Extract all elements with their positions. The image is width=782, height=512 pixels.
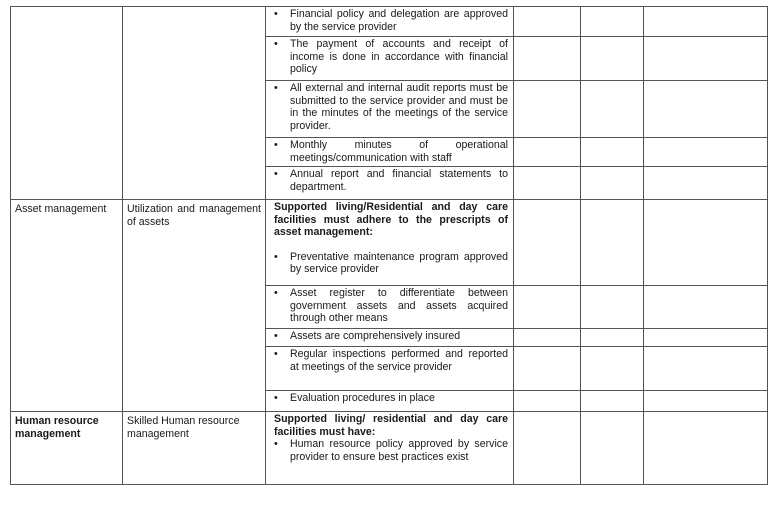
criterion-cell: [266, 81, 514, 138]
comment-cell: [644, 138, 768, 167]
area-label: Asset management: [15, 203, 107, 215]
criterion-cell: [266, 412, 514, 485]
score-cell: [581, 200, 644, 286]
criterion-cell: [266, 7, 514, 37]
criterion-text: • The payment of accounts and receipt of income is done in accordance with financial policy: [274, 38, 508, 76]
area-cell: [11, 7, 123, 200]
area-cell: [11, 412, 123, 485]
score-cell: [581, 412, 644, 485]
criterion-cell: [266, 329, 514, 347]
criterion-cell: [266, 286, 514, 329]
comment-cell: [644, 37, 768, 81]
comment-cell: [644, 329, 768, 347]
standard-cell: [123, 200, 266, 412]
score-cell: [514, 81, 581, 138]
table-row: [11, 7, 768, 37]
score-cell: [514, 329, 581, 347]
criterion-text: • Preventative maintenance program approved by service provider: [274, 251, 508, 276]
comment-cell: [644, 412, 768, 485]
score-cell: [514, 200, 581, 286]
comment-cell: [644, 7, 768, 37]
table-row: [11, 412, 768, 485]
criterion-cell: [266, 347, 514, 391]
score-cell: [514, 412, 581, 485]
criterion-text: • Evaluation procedures in place: [274, 392, 508, 405]
score-cell: [514, 391, 581, 412]
criterion-text: • Assets are comprehensively insured: [274, 330, 508, 343]
criterion-text: • Asset register to differentiate between government assets and assets acquired through other means: [274, 287, 508, 325]
score-cell: [581, 138, 644, 167]
standard-cell: [123, 412, 266, 485]
score-cell: [581, 167, 644, 200]
criterion-text: • Human resource policy approved by service provider to ensure best practices exist: [274, 438, 508, 463]
comment-cell: [644, 167, 768, 200]
score-cell: [514, 7, 581, 37]
score-cell: [514, 167, 581, 200]
assessment-table: [10, 6, 768, 485]
score-cell: [581, 347, 644, 391]
score-cell: [514, 37, 581, 81]
score-cell: [581, 7, 644, 37]
score-cell: [581, 391, 644, 412]
criterion-text: • Regular inspections performed and reported at meetings of the service provider: [274, 348, 508, 373]
score-cell: [514, 286, 581, 329]
criterion-text: • Annual report and financial statements to department.: [274, 168, 508, 193]
standard-cell: [123, 7, 266, 200]
criterion-cell: [266, 37, 514, 81]
comment-cell: [644, 200, 768, 286]
area-cell: [11, 200, 123, 412]
criterion-text: • Monthly minutes of operational meetings/communication with staff: [274, 139, 508, 164]
criterion-cell: [266, 167, 514, 200]
score-cell: [581, 329, 644, 347]
section-intro: Supported living/ residential and day care facilities must have:: [274, 413, 508, 438]
area-label: Human resource management: [15, 415, 99, 440]
criterion-cell: [266, 138, 514, 167]
criterion-cell: [266, 391, 514, 412]
standard-label: Skilled Human resource management: [127, 415, 240, 440]
comment-cell: [644, 347, 768, 391]
score-cell: [514, 138, 581, 167]
score-cell: [581, 81, 644, 138]
criterion-text: • Financial policy and delegation are approved by the service provider: [274, 8, 508, 33]
criterion-cell: [266, 200, 514, 286]
score-cell: [581, 37, 644, 81]
standard-label: Utilization and management of assets: [127, 203, 261, 228]
criterion-text: • All external and internal audit reports must be submitted to the service provider and must be in the minutes of the meetings of the service provider.: [274, 82, 508, 132]
section-intro: Supported living/Residential and day care facilities must adhere to the prescripts of asset management:: [274, 201, 508, 239]
comment-cell: [644, 286, 768, 329]
comment-cell: [644, 81, 768, 138]
score-cell: [581, 286, 644, 329]
table-row: [11, 200, 768, 286]
comment-cell: [644, 391, 768, 412]
score-cell: [514, 347, 581, 391]
